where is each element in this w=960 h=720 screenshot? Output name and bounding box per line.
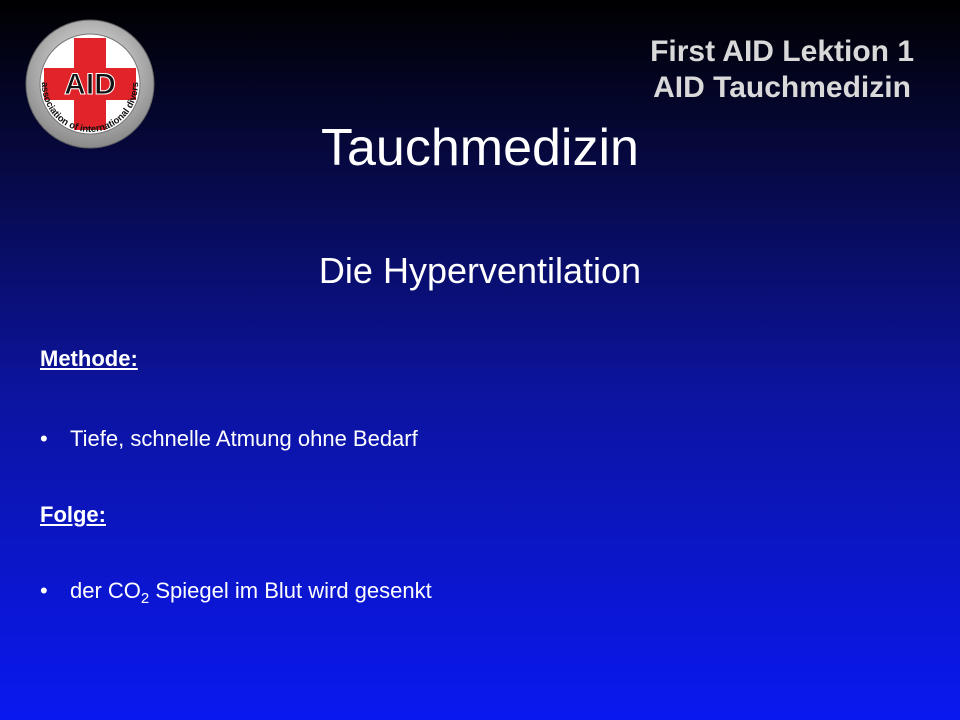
logo-ring-text: association of international divers	[38, 81, 142, 136]
header-right	[650, 34, 914, 106]
bullet-marker: •	[40, 426, 48, 451]
section-heading-folge: Folge:	[40, 502, 106, 527]
slide-subtitle: Die Hyperventilation	[318, 250, 642, 291]
bullet-marker: •	[40, 578, 48, 603]
logo-center-text: AID	[64, 68, 116, 101]
header-line-1: First AID Lektion 1	[650, 35, 914, 68]
bullet-text: Tiefe, schnelle Atmung ohne Bedarf	[70, 426, 418, 451]
bullet-methode	[40, 426, 418, 452]
header-line-2: AID Tauchmedizin	[653, 71, 911, 104]
section-heading-methode: Methode:	[40, 346, 138, 371]
bullet-text-subscript: 2	[140, 590, 150, 607]
bullet-folge	[40, 578, 432, 607]
slide-title: Tauchmedizin	[321, 119, 639, 177]
bullet-text-prefix: der CO	[70, 578, 141, 603]
bullet-text-suffix: Spiegel im Blut wird gesenkt	[149, 578, 432, 603]
